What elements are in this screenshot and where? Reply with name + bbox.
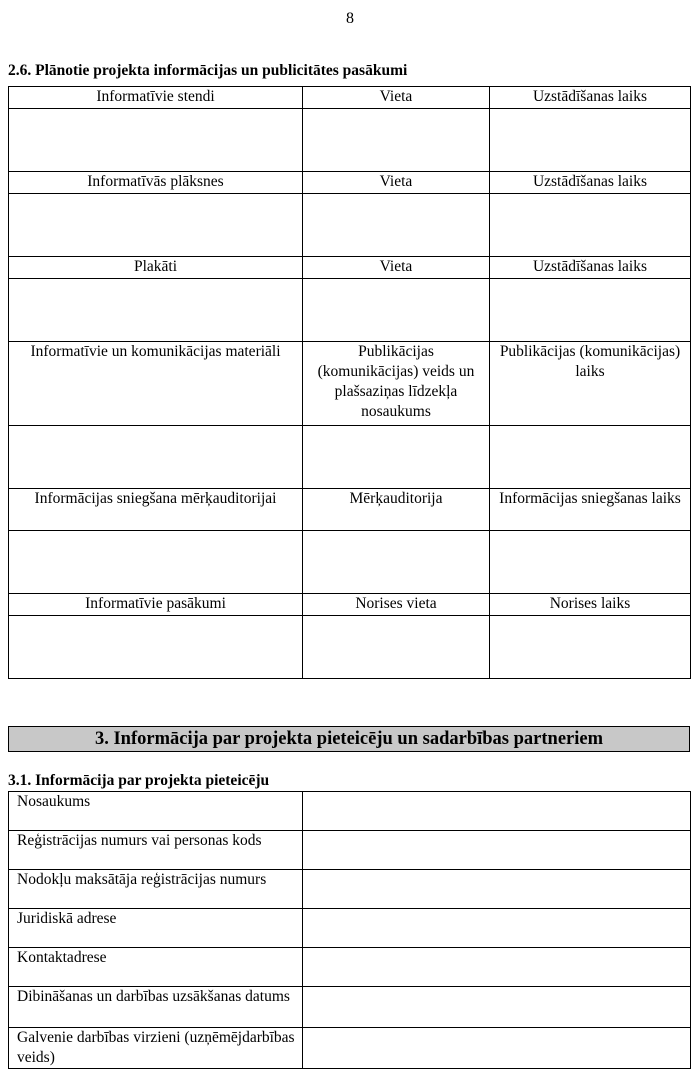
row-label: Juridiskā adrese	[9, 909, 303, 948]
section-3-1-title: 3.1. Informācija par projekta pieteicēju	[8, 772, 270, 789]
row-label: Nodokļu maksātāja reģistrācijas numurs	[9, 870, 303, 909]
value-cell[interactable]	[303, 831, 691, 870]
header-cell: Vieta	[303, 172, 490, 194]
table-header-row	[9, 489, 691, 531]
input-cell[interactable]	[9, 616, 303, 679]
value-cell[interactable]	[303, 870, 691, 909]
row-label: Kontaktadrese	[9, 948, 303, 987]
input-cell[interactable]	[490, 426, 691, 489]
header-cell: Uzstādīšanas laiks	[490, 172, 691, 194]
table-row	[9, 870, 691, 909]
input-cell[interactable]	[490, 109, 691, 172]
page-number: 8	[346, 10, 354, 27]
table-header-row	[9, 594, 691, 616]
row-label: Nosaukums	[9, 792, 303, 831]
table-row	[9, 831, 691, 870]
header-cell: Informatīvie pasākumi	[9, 594, 303, 616]
value-cell[interactable]	[303, 1028, 691, 1069]
input-cell[interactable]	[9, 426, 303, 489]
header-cell: Informācijas sniegšanas laiks	[490, 489, 691, 531]
header-cell: Informatīvie un komunikācijas materiāli	[9, 342, 303, 426]
applicant-info-table	[8, 791, 691, 1069]
header-cell: Norises vieta	[303, 594, 490, 616]
table-header-row	[9, 342, 691, 426]
header-cell: Vieta	[303, 87, 490, 109]
input-cell[interactable]	[490, 279, 691, 342]
value-cell[interactable]	[303, 948, 691, 987]
table-empty-row	[9, 426, 691, 489]
table-row	[9, 1028, 691, 1069]
table-row	[9, 987, 691, 1028]
table-empty-row	[9, 109, 691, 172]
section-2-6-title: 2.6. Plānotie projekta informācijas un publicitātes pasākumi	[8, 62, 408, 79]
header-cell: Informācijas sniegšana mērķauditorijai	[9, 489, 303, 531]
value-cell[interactable]	[303, 987, 691, 1028]
table-header-row	[9, 87, 691, 109]
row-label: Reģistrācijas numurs vai personas kods	[9, 831, 303, 870]
input-cell[interactable]	[9, 531, 303, 594]
header-cell: Publikācijas (komunikācijas) veids un plašsaziņas līdzekļa nosaukums	[303, 342, 490, 426]
input-cell[interactable]	[303, 426, 490, 489]
row-label: Dibināšanas un darbības uzsākšanas datums	[9, 987, 303, 1028]
table-empty-row	[9, 194, 691, 257]
input-cell[interactable]	[303, 109, 490, 172]
input-cell[interactable]	[9, 279, 303, 342]
value-cell[interactable]	[303, 792, 691, 831]
table-header-row	[9, 172, 691, 194]
input-cell[interactable]	[490, 531, 691, 594]
value-cell[interactable]	[303, 909, 691, 948]
input-cell[interactable]	[303, 194, 490, 257]
table-header-row	[9, 257, 691, 279]
header-cell: Uzstādīšanas laiks	[490, 87, 691, 109]
header-cell: Mērķauditorija	[303, 489, 490, 531]
header-cell: Publikācijas (komunikācijas) laiks	[490, 342, 691, 426]
input-cell[interactable]	[490, 616, 691, 679]
row-label: Galvenie darbības virzieni (uzņēmējdarbības veids)	[9, 1028, 303, 1069]
input-cell[interactable]	[303, 279, 490, 342]
header-cell: Informatīvās plāksnes	[9, 172, 303, 194]
table-row	[9, 909, 691, 948]
table-empty-row	[9, 531, 691, 594]
table-empty-row	[9, 279, 691, 342]
table-row	[9, 948, 691, 987]
input-cell[interactable]	[9, 194, 303, 257]
header-cell: Vieta	[303, 257, 490, 279]
header-cell: Uzstādīšanas laiks	[490, 257, 691, 279]
table-empty-row	[9, 616, 691, 679]
input-cell[interactable]	[490, 194, 691, 257]
header-cell: Informatīvie stendi	[9, 87, 303, 109]
input-cell[interactable]	[303, 531, 490, 594]
header-cell: Norises laiks	[490, 594, 691, 616]
input-cell[interactable]	[303, 616, 490, 679]
section-3-heading: 3. Informācija par projekta pieteicēju un sadarbības partneriem	[8, 726, 690, 752]
input-cell[interactable]	[9, 109, 303, 172]
header-cell: Plakāti	[9, 257, 303, 279]
table-row	[9, 792, 691, 831]
publicity-measures-table	[8, 86, 691, 679]
